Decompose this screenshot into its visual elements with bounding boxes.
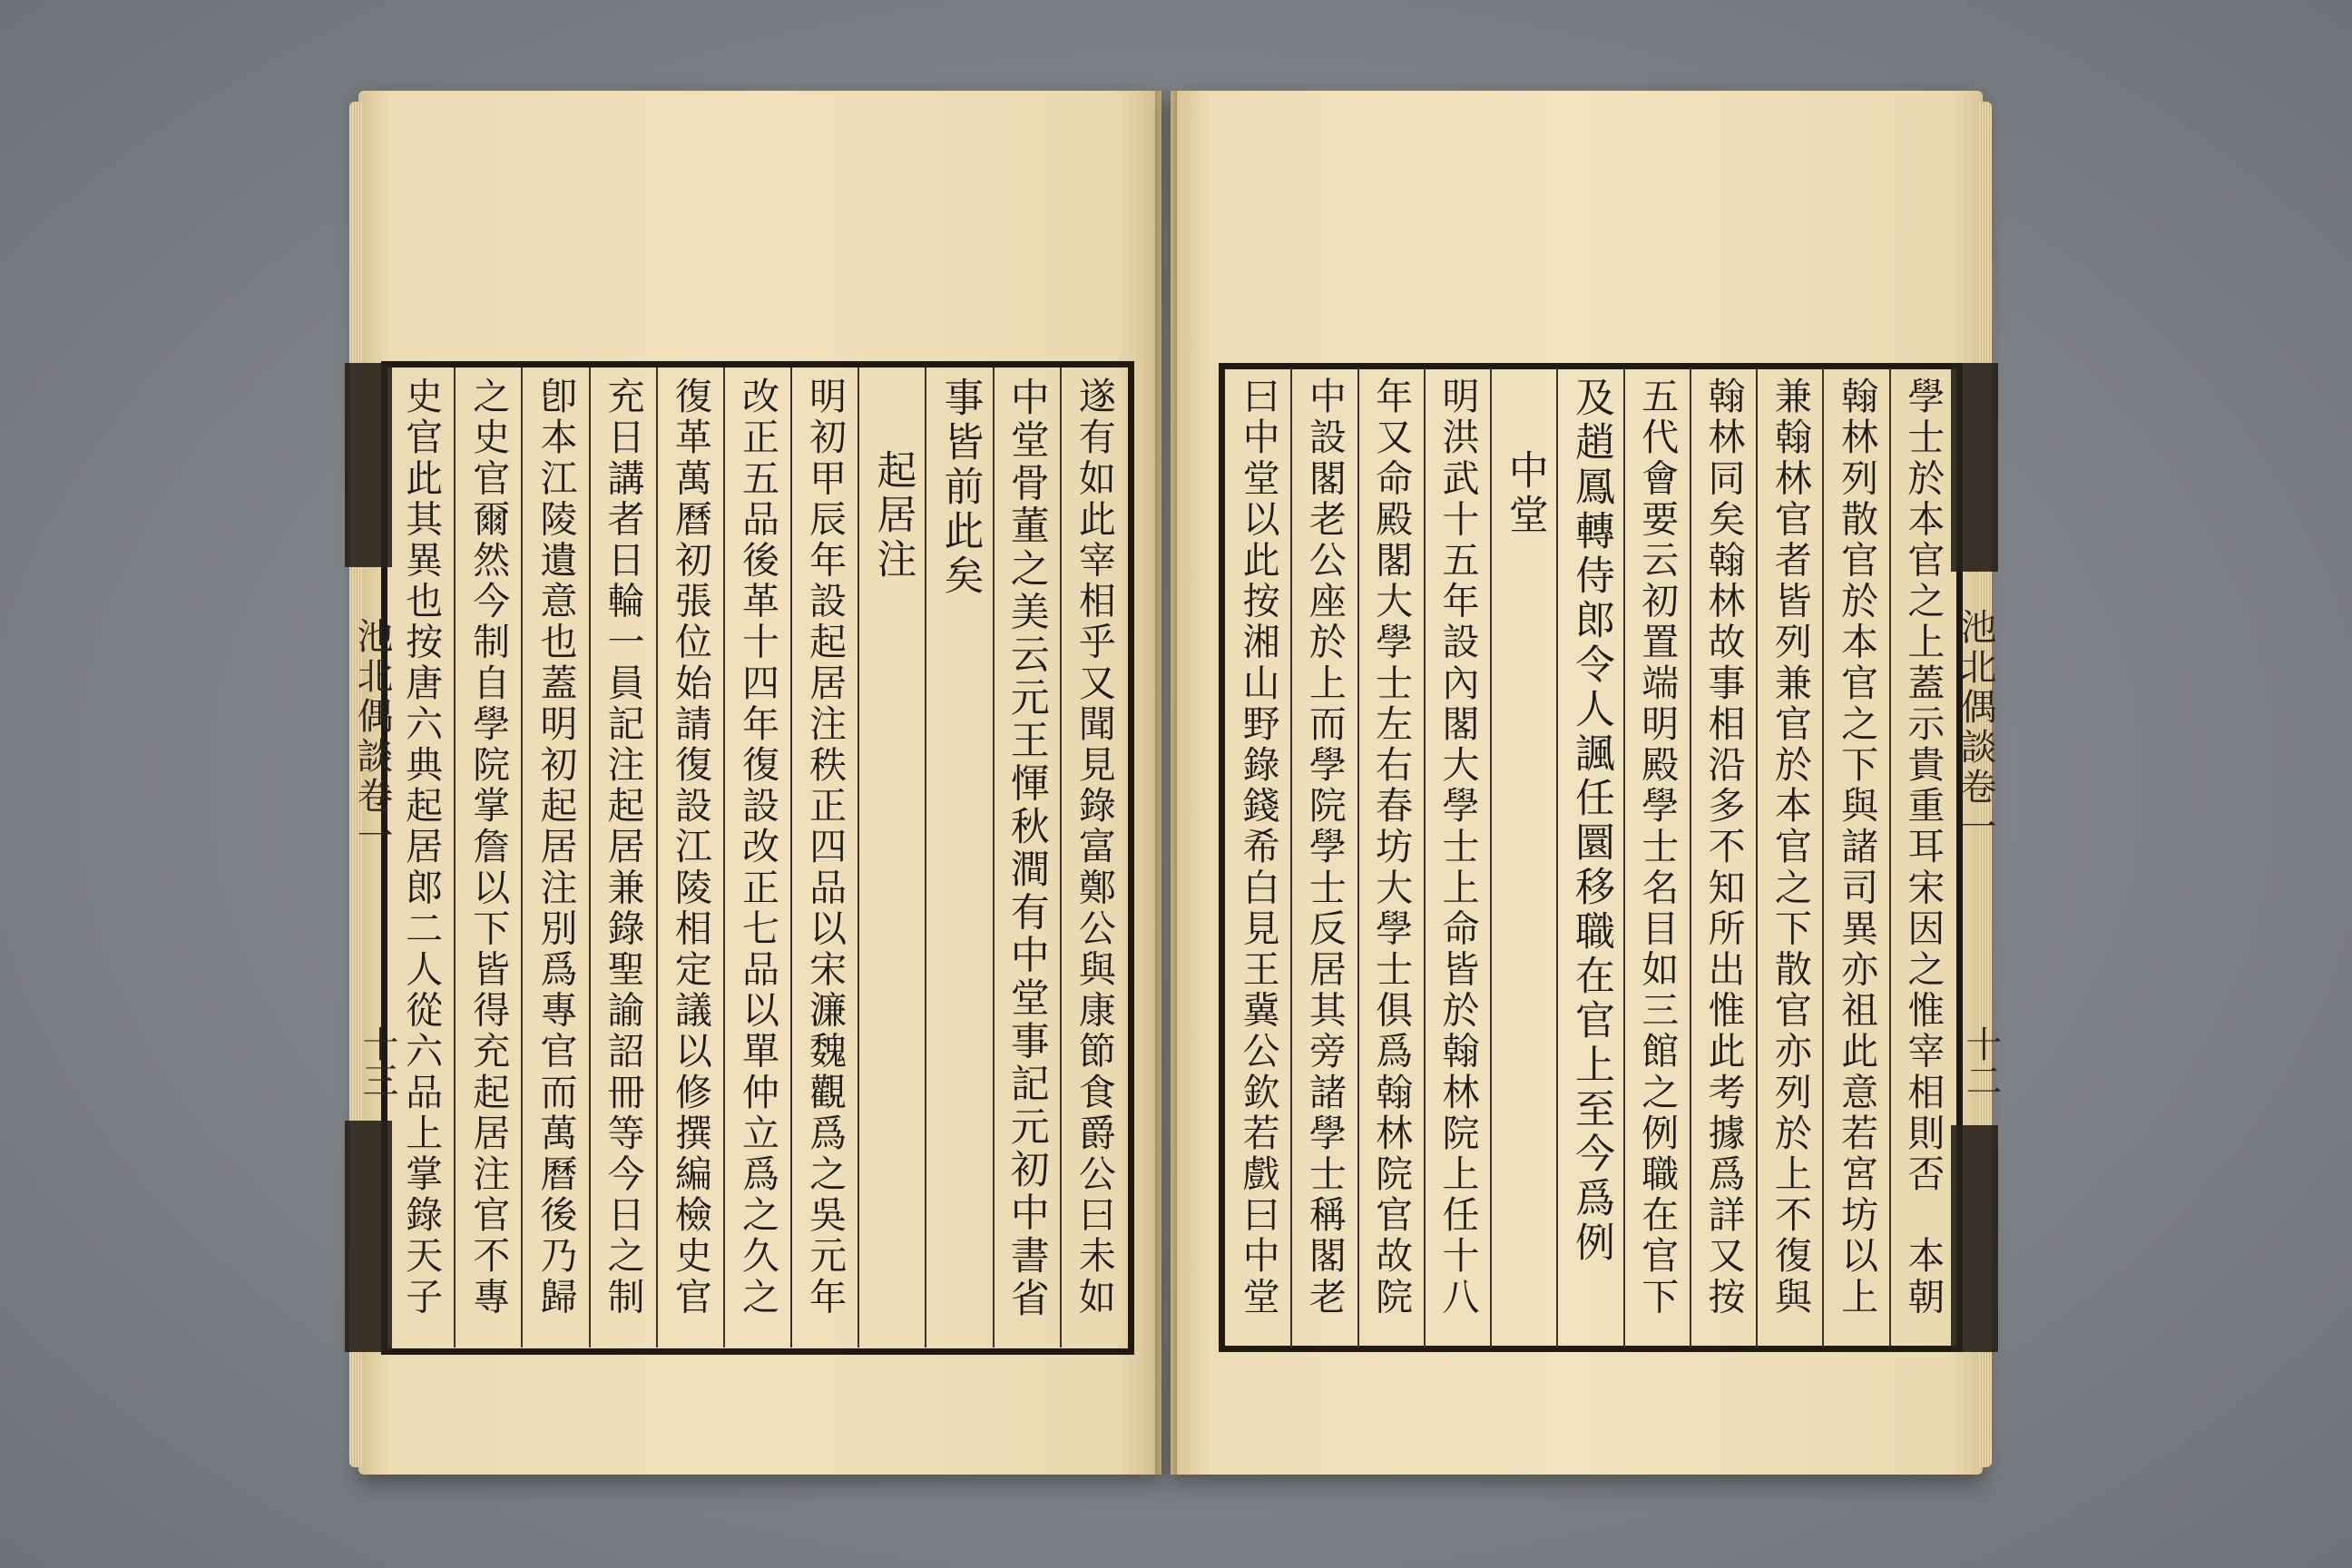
left-rule-9 — [521, 368, 523, 1348]
right-folio-number: 十二 — [1960, 1025, 2002, 1098]
left-rule-8 — [589, 368, 591, 1348]
right-rule-3 — [1756, 368, 1758, 1348]
left-col-2: 中堂骨董之美云元王惲秋澗有中堂事記元初中書省 — [1004, 377, 1050, 1321]
left-rule-6 — [723, 368, 725, 1348]
left-folio-number: 十三 — [357, 1025, 398, 1098]
right-rule-5 — [1623, 368, 1625, 1348]
left-col-4: 起居注 — [869, 449, 916, 583]
left-col-8: 充日講者日輪一員記注起居兼錄聖諭詔冊等今日之制 — [601, 377, 645, 1318]
left-col-3: 事皆前此矣 — [936, 377, 984, 599]
right-col-3: 兼翰林官者皆列兼官於本官之下散官亦列於上不復與 — [1768, 377, 1812, 1318]
right-col-9: 年又命殿閣大學士左右春坊大學士俱爲翰林院官故院 — [1369, 377, 1414, 1318]
left-banxin-title: 池北偶談卷一 — [351, 617, 393, 857]
left-col-7: 復革萬曆初張位始請復設江陵相定議以修撰編檢史官 — [668, 377, 712, 1318]
right-col-5: 五代會要云初置端明殿學士名目如三館之例職在官下 — [1635, 377, 1680, 1318]
left-col-9: 卽本江陵遺意也蓋明初起居注別爲專官而萬曆後乃歸 — [534, 377, 578, 1318]
right-col-10: 中設閣老公座於上而學院學士反居其旁諸學士稱閣老 — [1302, 377, 1347, 1318]
left-rule-10 — [454, 368, 456, 1348]
right-col-4: 翰林同矣翰林故事相沿多不知所出惟此考據爲詳又按 — [1701, 377, 1746, 1318]
right-rule-2 — [1822, 368, 1824, 1348]
right-banxin-title: 池北偶談卷一 — [1955, 608, 1996, 848]
right-col-7: 中堂 — [1501, 449, 1548, 538]
right-rule-4 — [1690, 368, 1691, 1348]
left-rule-2 — [993, 368, 995, 1348]
right-banxin-strip — [1951, 363, 1998, 572]
right-col-6: 及趙鳳轉侍郎令人諷任圜移職在官上至今爲例 — [1568, 377, 1614, 1266]
right-rule-6 — [1556, 368, 1558, 1348]
left-banxin-strip — [345, 363, 392, 567]
book-gutter — [1155, 91, 1177, 1475]
left-rule-4 — [858, 368, 859, 1348]
right-col-11: 曰中堂以此按湘山野錄錢希白見王冀公欽若戲曰中堂 — [1236, 377, 1280, 1318]
right-rule-1 — [1889, 368, 1891, 1348]
right-col-2: 翰林列散官於本官之下與諸司異亦祖此意若宮坊以上 — [1835, 377, 1879, 1318]
left-col-11: 史官此其異也按唐六典起居郎二人從六品上掌錄天子 — [399, 377, 444, 1318]
left-banxin-strip-lower — [345, 1121, 392, 1352]
left-col-6: 改正五品後革十四年復設改正七品以單仲立爲之久之 — [736, 377, 779, 1318]
right-banxin-strip-lower — [1951, 1125, 1998, 1352]
left-rule-7 — [656, 368, 658, 1348]
right-rule-10 — [1290, 368, 1292, 1348]
left-col-1: 遂有如此宰相乎又聞見錄富鄭公與康節食爵公曰未如 — [1072, 377, 1116, 1318]
left-rule-3 — [925, 368, 926, 1348]
right-col-1: 學士於本官之上蓋示貴重耳宋因之惟宰相則否 本朝 — [1901, 377, 1945, 1318]
left-rule-5 — [790, 368, 792, 1348]
left-rule-1 — [1060, 368, 1062, 1348]
right-rule-9 — [1357, 368, 1359, 1348]
right-col-8: 明洪武十五年設內閣大學士上命皆於翰林院上任十八 — [1436, 377, 1480, 1318]
right-rule-8 — [1424, 368, 1426, 1348]
left-col-5: 明初甲辰年設起居注秩正四品以宋濂魏觀爲之吳元年 — [803, 377, 848, 1318]
left-col-10: 之史官爾然今制自學院掌詹以下皆得充起居注官不專 — [466, 377, 511, 1318]
right-rule-7 — [1490, 368, 1492, 1348]
